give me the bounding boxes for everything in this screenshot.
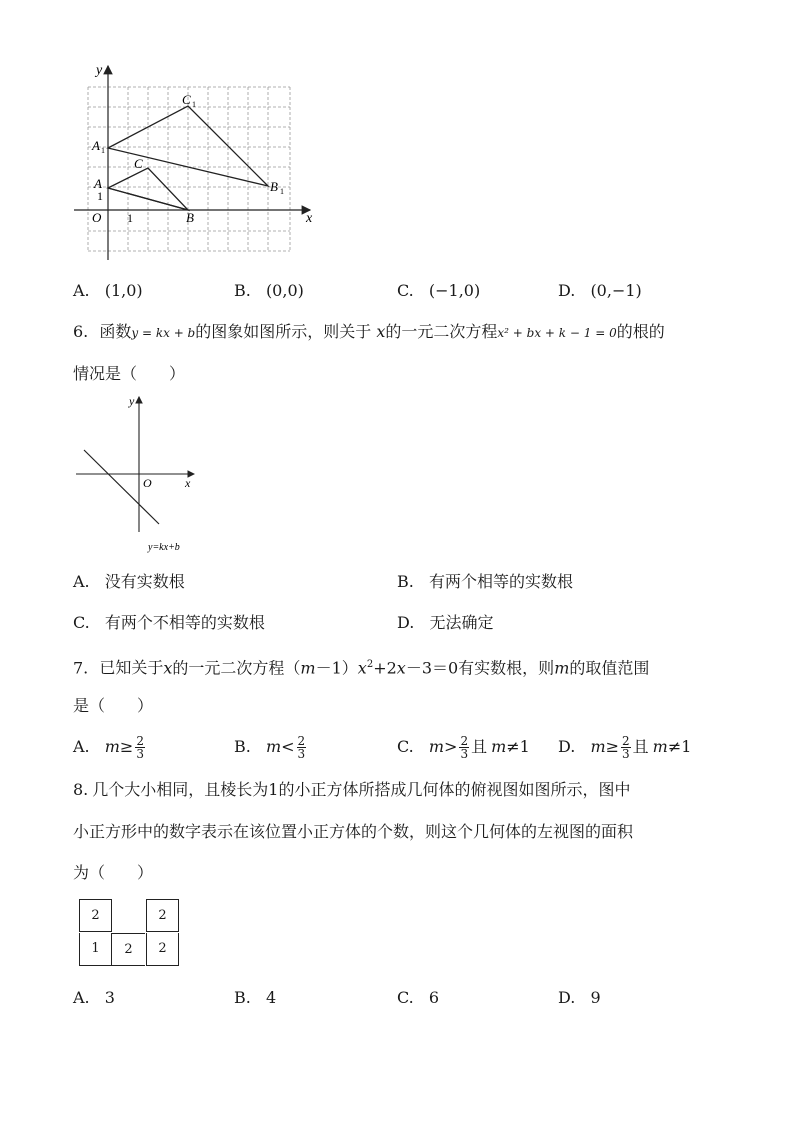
fraction-two-thirds: $\frac{2}{3}$ xyxy=(622,734,630,761)
label-a1-sub: 1 xyxy=(101,146,105,155)
variable: m xyxy=(428,737,445,756)
label-c1: C xyxy=(182,92,191,107)
q6-linear-graph xyxy=(70,392,210,557)
question-number: 6. xyxy=(73,322,89,341)
variable: m xyxy=(491,737,507,756)
unit-y-label: 1 xyxy=(97,189,103,203)
option-letter: B. xyxy=(234,988,251,1007)
stem-text: 几个大小相同，且棱长为1的小正方体所搭成几何体的俯视图如图所示，图中 xyxy=(92,780,631,799)
conjunction: 且 xyxy=(471,737,488,756)
q7-stem-line2: 是（ ） xyxy=(73,696,154,715)
q8-option-c[interactable] xyxy=(397,988,439,1008)
option-letter: D. xyxy=(397,613,415,632)
option-letter: B. xyxy=(234,281,251,300)
q5-option-b[interactable] xyxy=(234,281,304,301)
option-letter: B. xyxy=(397,572,414,591)
option-text: (−1,0) xyxy=(428,281,481,300)
axis-y-label: y xyxy=(96,63,103,78)
label-a1: A xyxy=(92,138,100,153)
q5-option-a[interactable] xyxy=(73,281,143,301)
q8-top-view-grid xyxy=(79,899,181,968)
variable: m xyxy=(300,658,316,678)
grid-lines xyxy=(88,87,290,251)
stem-text: 的根的 xyxy=(616,322,665,341)
q8-option-b[interactable] xyxy=(234,988,276,1008)
stem-text: －1） xyxy=(315,658,358,678)
grid-cell-top-right: 2 xyxy=(146,899,179,932)
fraction-two-thirds: $\frac{2}{3}$ xyxy=(460,734,469,761)
stem-text: 函数 xyxy=(99,322,132,341)
option-letter: D. xyxy=(558,737,576,756)
option-text: 9 xyxy=(590,988,601,1007)
grid-cell-top-left: 2 xyxy=(79,899,112,932)
function-expression: y = kx + b xyxy=(131,326,196,340)
q6-option-d[interactable] xyxy=(397,613,493,633)
q8-stem-line3: 为（ ） xyxy=(73,863,154,882)
stem-text: 的取值范围 xyxy=(569,658,650,678)
label-b1-sub: 1 xyxy=(280,187,284,196)
q8-stem-line2: 小正方形中的数字表示在该位置小正方体的个数，则这个几何体的左视图的面积 xyxy=(73,822,634,841)
variable: x xyxy=(396,658,406,678)
grid-cell-bottom-right: 2 xyxy=(146,933,179,966)
q6-option-a[interactable] xyxy=(73,572,185,592)
q7-option-c[interactable] xyxy=(397,735,530,760)
option-letter: A. xyxy=(73,281,90,300)
label-a: A xyxy=(94,176,102,191)
option-letter: A. xyxy=(73,988,90,1007)
q8-option-d[interactable] xyxy=(558,988,601,1008)
variable: m xyxy=(554,658,570,678)
stem-text: 已知关于 xyxy=(99,658,164,678)
q8-stem-line1 xyxy=(73,780,630,800)
condition: ≠1 xyxy=(667,737,692,756)
q8-option-a[interactable] xyxy=(73,988,115,1008)
q6-option-c[interactable] xyxy=(73,613,265,633)
q7-option-d[interactable] xyxy=(558,735,691,760)
question-number: 8. xyxy=(73,780,89,799)
option-letter: B. xyxy=(234,737,251,756)
option-text: (0,0) xyxy=(265,281,304,300)
stem-text: +2 xyxy=(373,658,397,678)
operator: ≥ xyxy=(605,737,620,756)
option-letter: C. xyxy=(397,988,414,1007)
label-c1-sub: 1 xyxy=(192,100,196,109)
option-text: (1,0) xyxy=(104,281,143,300)
fraction-two-thirds: $\frac{2}{3}$ xyxy=(136,734,144,761)
graph-caption: y=kx+b xyxy=(148,542,180,553)
stem-text: －3＝0有实数根，则 xyxy=(405,658,555,678)
stem-text: 的一元二次方程（ xyxy=(172,658,301,678)
q6-stem-line2: 情况是（ ） xyxy=(73,364,186,383)
option-text: 4 xyxy=(265,988,277,1007)
grid-cell-bottom-mid: 2 xyxy=(112,933,145,966)
option-letter: A. xyxy=(73,572,90,591)
q5-coordinate-figure xyxy=(70,60,330,265)
stem-text: 的一元二次方程 xyxy=(385,322,498,341)
q6-option-b[interactable] xyxy=(397,572,573,592)
variable: m xyxy=(652,737,668,756)
equation: x² + bx + k − 1 = 0 xyxy=(497,326,617,340)
stem-text: 的图象如图所示，则关于 xyxy=(195,322,372,341)
label-c: C xyxy=(134,156,143,171)
variable: x xyxy=(357,658,367,678)
origin-label: O xyxy=(92,210,102,225)
condition: ≠1 xyxy=(506,737,530,756)
axis-x-label: x xyxy=(306,211,313,226)
option-letter: D. xyxy=(558,281,576,300)
option-text: 有两个不相等的实数根 xyxy=(104,613,265,632)
q7-option-b[interactable] xyxy=(234,735,308,760)
graph-origin: O xyxy=(143,476,152,490)
option-letter: A. xyxy=(73,737,90,756)
option-text: 6 xyxy=(428,988,440,1007)
graph-y-label: y xyxy=(129,394,135,408)
label-b1: B xyxy=(270,179,278,194)
q5-option-c[interactable] xyxy=(397,281,480,301)
variable: m xyxy=(104,737,120,756)
q7-stem-line1 xyxy=(73,655,649,678)
question-number: 7. xyxy=(73,658,89,678)
option-letter: D. xyxy=(558,988,576,1007)
q7-option-a[interactable] xyxy=(73,735,147,760)
option-letter: C. xyxy=(397,281,414,300)
option-text: 有两个相等的实数根 xyxy=(428,572,573,591)
option-text: (0,−1) xyxy=(590,281,642,300)
fraction-two-thirds: $\frac{2}{3}$ xyxy=(297,734,306,761)
exponent: 2 xyxy=(366,659,374,670)
operator: > xyxy=(444,737,458,756)
q5-option-d[interactable] xyxy=(558,281,642,301)
grid-cell-bottom-left: 1 xyxy=(79,933,112,966)
option-text: 3 xyxy=(104,988,115,1007)
variable: x xyxy=(163,658,173,678)
conjunction: 且 xyxy=(632,737,649,756)
operator: < xyxy=(281,737,295,756)
graph-x-label: x xyxy=(185,476,191,490)
q6-stem-line1 xyxy=(73,322,665,343)
option-letter: C. xyxy=(73,613,90,632)
option-letter: C. xyxy=(397,737,414,756)
variable: m xyxy=(265,737,282,756)
option-text: 没有实数根 xyxy=(104,572,185,591)
variable: m xyxy=(590,737,606,756)
option-text: 无法确定 xyxy=(429,613,494,632)
operator: ≥ xyxy=(119,737,134,756)
unit-x-label: 1 xyxy=(127,211,133,225)
variable: x xyxy=(376,322,386,341)
label-b: B xyxy=(186,210,194,225)
